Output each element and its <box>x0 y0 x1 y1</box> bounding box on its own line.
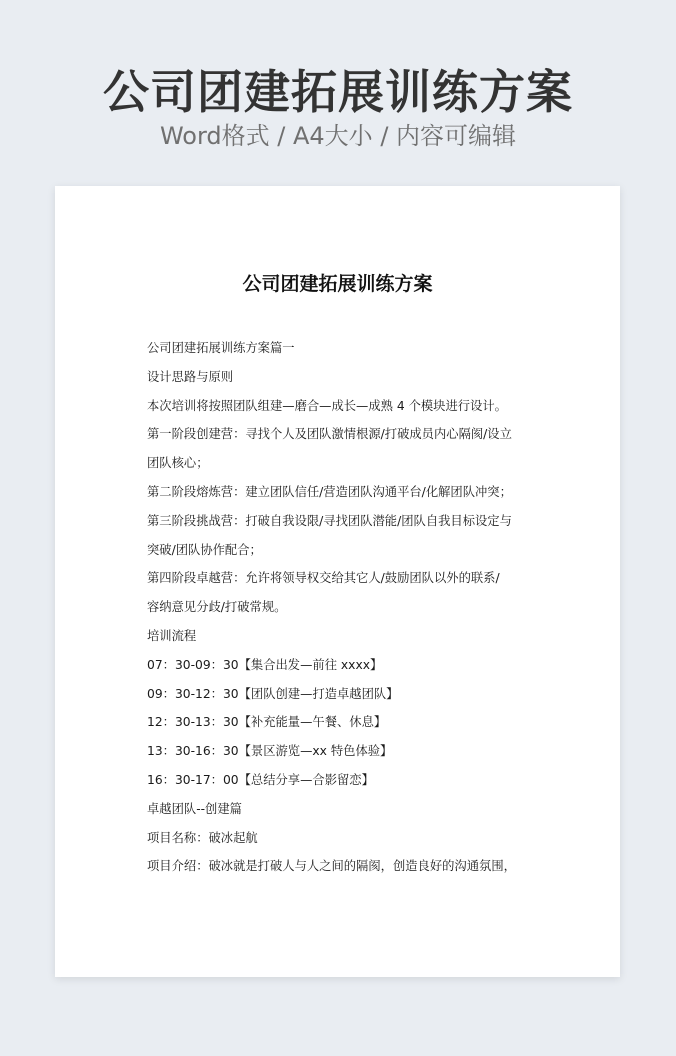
document-line: 第一阶段创建营：寻找个人及团队激情根源/打破成员内心隔阂/设立 <box>147 427 512 442</box>
document-line: 第三阶段挑战营：打破自我设限/寻找团队潜能/团队自我目标设定与 <box>147 513 512 528</box>
document-line: 项目介绍：破冰就是打破人与人之间的隔阂，创造良好的沟通氛围， <box>147 859 516 874</box>
document-line: 卓越团队--创建篇 <box>147 801 242 816</box>
document-page <box>55 186 620 977</box>
document-line: 16：30-17：00【总结分享—合影留恋】 <box>147 772 374 787</box>
document-line: 容纳意见分歧/打破常规。 <box>147 600 287 615</box>
banner <box>0 0 676 175</box>
document-line: 团队核心； <box>147 456 209 471</box>
document-line: 13：30-16：30【景区游览—xx 特色体验】 <box>147 744 393 759</box>
document-line: 第二阶段熔炼营：建立团队信任/营造团队沟通平台/化解团队冲突； <box>147 484 512 499</box>
document-line: 设计思路与原则 <box>147 369 234 384</box>
document-line: 项目名称：破冰起航 <box>147 830 258 845</box>
document-line: 培训流程 <box>147 628 197 643</box>
document-line: 本次培训将按照团队组建—磨合—成长—成熟 4 个模块进行设计。 <box>147 398 507 413</box>
document-line: 突破/团队协作配合； <box>147 542 262 557</box>
document-line: 公司团建拓展训练方案篇一 <box>147 341 295 355</box>
document-line: 第四阶段卓越营：允许将领导权交给其它人/鼓励团队以外的联系/ <box>147 571 500 586</box>
document-body <box>147 334 537 881</box>
banner-title: 公司团建拓展训练方案 <box>103 65 573 119</box>
document-line: 07：30-09：30【集合出发—前往 xxxx】 <box>147 657 383 672</box>
document-title: 公司团建拓展训练方案 <box>242 273 433 295</box>
document-line: 12：30-13：30【补充能量—午餐、休息】 <box>147 715 387 730</box>
banner-subtitle: Word格式 / A4大小 / 内容可编辑 <box>159 122 517 150</box>
document-line: 09：30-12：30【团队创建—打造卓越团队】 <box>147 686 399 701</box>
